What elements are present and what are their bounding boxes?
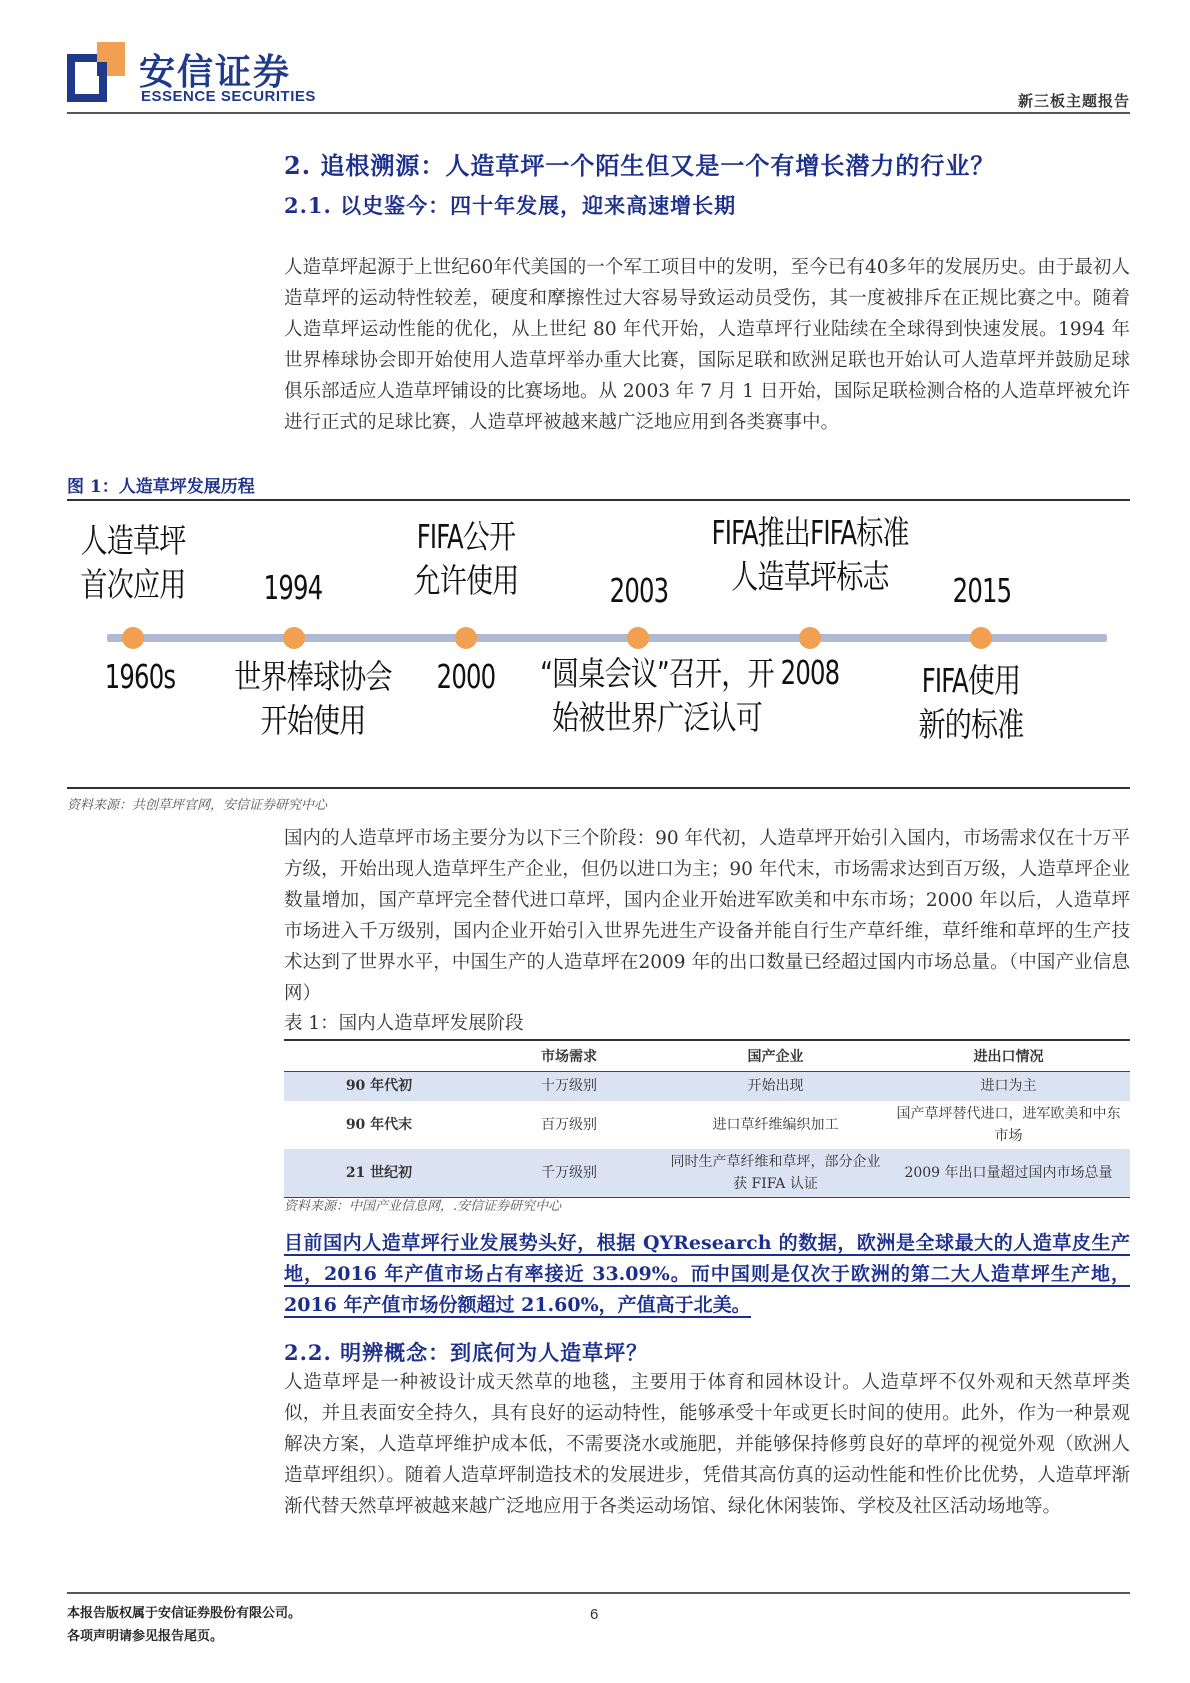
footer-notice: 各项声明请参见报告尾页。 [67, 1629, 224, 1644]
timeline-bottom-label: 2008 [780, 653, 840, 692]
highlight-text: 目前国内人造草坪行业发展势头好，根据 QYResearch 的数据，欧洲是全球最大的人造草皮生产地，2016 年产值市场占有率接近 33.09%。而中国则是仅次于欧洲的第二大人造草坪生产地，2016 年产值市场份额超过 21.60%，产值高于北美。 [284, 1232, 1130, 1316]
timeline-bottom-label: 2000 [436, 657, 496, 696]
page-header [67, 42, 1130, 112]
timeline-top-label: 2003 [609, 571, 669, 610]
table-cell: 百万级别 [541, 1117, 597, 1133]
table-header-cell: 市场需求 [474, 1041, 664, 1071]
label-line: 新的标准 [918, 705, 1024, 744]
timeline-dot [799, 627, 821, 649]
table-cell: 21 世纪初 [284, 1149, 474, 1198]
section-2-1-title: 2.1. 以史鉴今：四十年发展，迎来高速增长期 [284, 193, 737, 218]
section-2-title: 2. 追根溯源：人造草坪一个陌生但又是一个有增长潜力的行业？ [284, 151, 996, 180]
paragraph-definition: 人造草坪是一种被设计成天然草的地毯，主要用于体育和园林设计。人造草坪不仅外观和天然草坪类似，并且表面安全持久，具有良好的运动特性，能够承受十年或更长时间的使用。此外，作为一种景观解决方案，人造草坪维护成本低，不需要浇水或施肥，并能够保持修剪良好的草坪的视觉外观（欧洲人造草坪组织）。随着人造草坪制造技术的发展进步，凭借其高仿真的运动性能和性价比优势，人造草坪渐渐代替天然草坪被越来越广泛地应用于各类运动场馆、绿化休闲装饰、学校及社区活动场地等。 [284, 1372, 1130, 1517]
report-type: 新三板主题报告 [1017, 92, 1130, 110]
timeline-bottom-label [538, 652, 776, 740]
table-cell: 90 年代初 [284, 1071, 474, 1101]
logo-cn-text: 安信证券 [139, 52, 292, 93]
figure-1-source: 资料来源：共创草坪官网，安信证券研究中心 [67, 798, 328, 813]
label-line: “圆桌会议”召开，开 [540, 654, 774, 693]
timeline-axis [107, 634, 1107, 642]
timeline-bottom-label [914, 659, 1029, 747]
table-cell: 2009 年出口量超过国内市场总量 [887, 1149, 1130, 1198]
label-line: 世界棒球协会 [234, 657, 392, 696]
timeline-bottom-label [231, 655, 395, 743]
table-header-cell [284, 1041, 474, 1071]
timeline-top-label: 2015 [952, 571, 1012, 610]
paragraph-history: 人造草坪起源于上世纪60年代美国的一个军工项目中的发明，至今已有40多年的发展历史。由于最初人造草坪的运动特性较差，硬度和摩擦性过大容易导致运动员受伤，其一度被排斥在正规比赛之中。随着人造草坪运动性能的优化，从上世纪 80 年代开始，人造草坪行业陆续在全球得到快速发展。1994 年世界棒球协会即开始使用人造草坪举办重大比赛，国际足联和欧洲足联也开始认可人造草坪并鼓励足球俱乐部适应人造草坪铺设的比赛场地。从 2003 年 7 月 1 日开始，国际足联检测合格的人造草坪被允许进行正式的足球比赛，人造草坪被越来越广泛地应用到各类赛事中。 [284, 257, 1130, 433]
development-stage-table [284, 1041, 1130, 1198]
label-line: 人造草坪标志 [731, 557, 889, 596]
table-header-cell: 国产企业 [664, 1041, 887, 1071]
label-line: 开始使用 [260, 701, 366, 740]
figure-top-rule [67, 499, 1130, 501]
highlight-paragraph [284, 1228, 1130, 1321]
figure-bottom-rule [67, 787, 1130, 789]
footer-disclaimer [67, 1602, 301, 1648]
paragraph-domestic-market: 国内的人造草坪市场主要分为以下三个阶段：90 年代初，人造草坪开始引入国内，市场需求仅在十万平方级，开始出现人造草坪生产企业，但仍以进口为主；90 年代末，市场需求达到百万级，人造草坪企业数量增加，国产草坪完全替代进口草坪，国内企业开始进军欧美和中东市场；2000 年以后，人造草坪市场进入千万级别，国内企业开始引入世界先进生产设备并能自行生产草纤维，草纤维和草坪的生产技术达到了世界水平，中国生产的人造草坪在2009 年的出口数量已经超过国内市场总量。（中国产业信息网） [284, 828, 1130, 1004]
timeline-top-label [400, 515, 531, 603]
timeline-dot [627, 627, 649, 649]
table-cell: 十万级别 [474, 1071, 664, 1101]
table-1-title: 表 1：国内人造草坪发展阶段 [284, 1013, 524, 1034]
timeline-dot [283, 627, 305, 649]
page-number: 6 [590, 1606, 599, 1623]
table-1-source: 资料来源：中国产业信息网，.安信证券研究中心 [284, 1199, 562, 1214]
timeline-dot [122, 627, 144, 649]
table-cell: 千万级别 [474, 1149, 664, 1198]
label-line: FIFA公开 [416, 517, 516, 556]
table-cell: 国产草坪替代进口，进军欧美和中东市场 [896, 1106, 1121, 1144]
section-2-2-title: 2.2. 明辨概念：到底何为人造草坪？ [284, 1340, 649, 1365]
table-header-row [284, 1041, 1130, 1071]
label-line: 首次应用 [80, 565, 186, 604]
label-line: 允许使用 [413, 561, 519, 600]
table-cell: 进口为主 [887, 1071, 1130, 1101]
timeline-figure [67, 505, 1130, 783]
table-cell: 开始出现 [664, 1071, 887, 1101]
logo-en-text: ESSENCE SECURITIES [141, 88, 316, 105]
timeline-dot [455, 627, 477, 649]
footer-copyright: 本报告版权属于安信证券股份有限公司。 [67, 1606, 302, 1621]
timeline-dot [970, 627, 992, 649]
essence-logo-icon [67, 42, 125, 104]
timeline-top-label [712, 511, 909, 599]
label-line: 始被世界广泛认可 [552, 698, 762, 737]
table-row [284, 1101, 1130, 1149]
label-line: FIFA推出FIFA标准 [711, 513, 909, 552]
table-row [284, 1149, 1130, 1198]
timeline-bottom-label: 1960s [104, 657, 176, 696]
header-divider [67, 112, 1130, 114]
figure-1-title: 图 1：人造草坪发展历程 [67, 477, 255, 497]
table-header-cell: 进出口情况 [887, 1041, 1130, 1071]
table-cell: 进口草纤维编织加工 [712, 1117, 839, 1133]
timeline-top-label [76, 519, 191, 607]
label-line: 人造草坪 [80, 521, 186, 560]
footer-divider [67, 1592, 1130, 1594]
table-cell: 同时生产草纤维和草坪，部分企业获 FIFA 认证 [664, 1149, 887, 1198]
table-row [284, 1071, 1130, 1101]
timeline-top-label: 1994 [263, 568, 323, 607]
table-cell: 90 年代末 [345, 1117, 413, 1133]
label-line: FIFA使用 [921, 661, 1021, 700]
